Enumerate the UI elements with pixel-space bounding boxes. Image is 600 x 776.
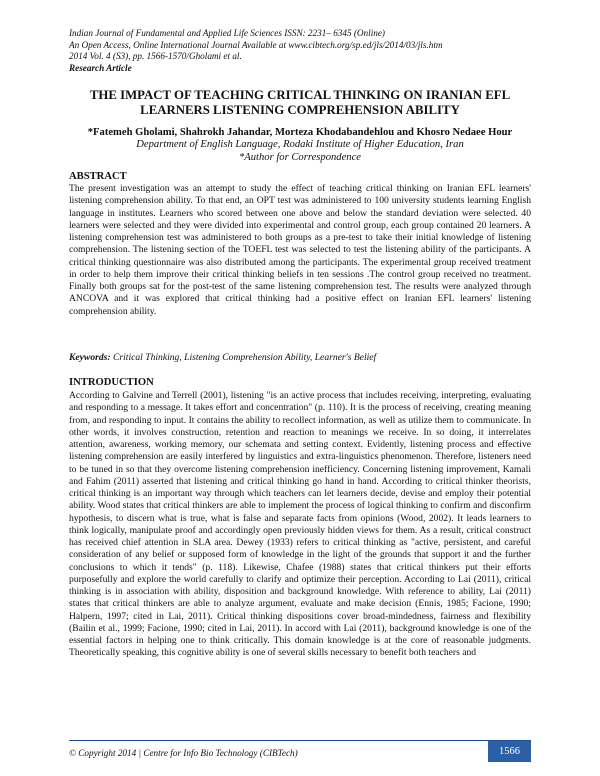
introduction-text: According to Galvine and Terrell (2001), listening "is an active process that includes receiving, interpreting, evaluating and responding to a message. It takes effort and concentration" (p. 110). It is the process of receiving, creating meaning from, and responding to input. It contains the ability to recollect information, as well as utilize them to communicate. In other words, it involves construction, retention and reaction to meanings we receive. In so doing, it interrelates attention, awareness, working memory, our schemata and setting context. Evidently, listening process and effective listening comprehension are easily interfered by linguistics and extra-linguistics phenomenon. Therefore, listeners need to be tuned in so that they overcome listening comprehension inefficiency. Concerning listening improvement, Kamali and Fahim (2011) asserted that listening and critical thinking go hand in hand. According to critical thinker theorists, critical thinking is an important way through which teachers can let learners decide, devise and employ their potential ability. Wood states that critical thinkers are able to implement the process of logical thinking to confirm and disconfirm hypothesis, to discern what is true, what is false and separate facts from opinions (Wood, 2002). It leads learners to think logically, manipulate proof and accordingly open previously hidden views for them. As a result, critical construct has received chief attention in SLA area. Dewey (1933) refers to critical thinking as "active, persistent, and careful consideration of any belief or supposed form of knowledge in the light of the grounds that support it and the further conclusions to which it tends" (p. 118). Likewise, Chafee (1988) states that critical thinkers put their efforts purposefully and explore the world carefully to clarify and optimize their perception. According to Lai (2011), critical thinking is in association with ability, disposition and background knowledge. With reference to ability, Lai (2011) states that critical thinkers are able to analyze argument, evaluate and make decision (Ennis, 1985; Facione, 1990; Halpern, 1997; cited in Lai, 2011). Critical thinking dispositions cover broad-mindedness, fairness and flexibility (Bailin et al., 1999; Facione, 1990; cited in Lai, 2011). In accord with Lai (2011), background knowledge is one of the essential factors in helping one to think critically. This domain knowledge is at the core of reasonable judgments. Theoretically speaking, this cognitive ability is one of several skills necessary to benefit both teachers and <box>69 390 531 659</box>
affiliation: Department of English Language, Rodaki Institute of Higher Education, Iran <box>136 139 464 150</box>
abstract-text: The present investigation was an attempt to study the effect of teaching critical thinking on Iranian EFL learners' listening comprehension ability. To that end, an OPT test was administered to 100 university students learning English language in institutes. Learners who scored between one above and below the standard deviation were selected. 40 learners were selected and they were divided into experimental and control group, each group contained 20 learners. A listening comprehension test was administered to both groups as a pre-test to take their initial knowledge of listening comprehension. The listening section of the TOEFL test was selected to test the listening ability of the participants. A critical thinking questionnaire was also distributed among the participants. The experimental group received treatment in order to help them improve their critical thinking beliefs in ten sessions .The control group received no treatment. Finally both groups sat for the post-test of the same listening comprehension test. The results were analyzed through ANCOVA and it was explored that critical thinking had a positive effect on Iranian EFL learners' listening comprehension ability. <box>69 183 531 317</box>
footer-divider <box>69 740 531 741</box>
paper-title <box>40 88 560 117</box>
keywords-value: Critical Thinking, Listening Comprehension Ability, Learner's Belief <box>112 352 377 363</box>
keywords <box>69 352 531 363</box>
journal-name: Indian Journal of Fundamental and Applied Life Sciences ISSN: 2231– 6345 (Online) <box>69 28 385 38</box>
title-line-1: THE IMPACT OF TEACHING CRITICAL THINKING ON IRANIAN EFL <box>89 88 511 102</box>
affiliation-block <box>40 139 560 164</box>
correspondence-note: *Author for Correspondence <box>238 151 361 163</box>
journal-availability: An Open Access, Online International Journal Available at www.cibtech.org/sp.ed/jls/2014/03/jls.htm <box>69 39 443 50</box>
title-line-2: LEARNERS LISTENING COMPREHENSION ABILITY <box>140 102 460 117</box>
abstract-heading: ABSTRACT <box>69 171 127 182</box>
page-number: 1566 <box>488 741 531 762</box>
keywords-label: Keywords: <box>69 352 111 363</box>
journal-header <box>69 28 443 74</box>
article-type: Research Article <box>69 62 132 73</box>
copyright-notice: © Copyright 2014 | Centre for Info Bio Technology (CIBTech) <box>69 748 298 758</box>
introduction-heading: INTRODUCTION <box>69 377 154 388</box>
author-list: *Fatemeh Gholami, Shahrokh Jahandar, Morteza Khodabandehlou and Khosro Nedaee Hour <box>87 127 513 138</box>
journal-volume: 2014 Vol. 4 (S3), pp. 1566-1570/Gholami et al. <box>69 51 242 61</box>
